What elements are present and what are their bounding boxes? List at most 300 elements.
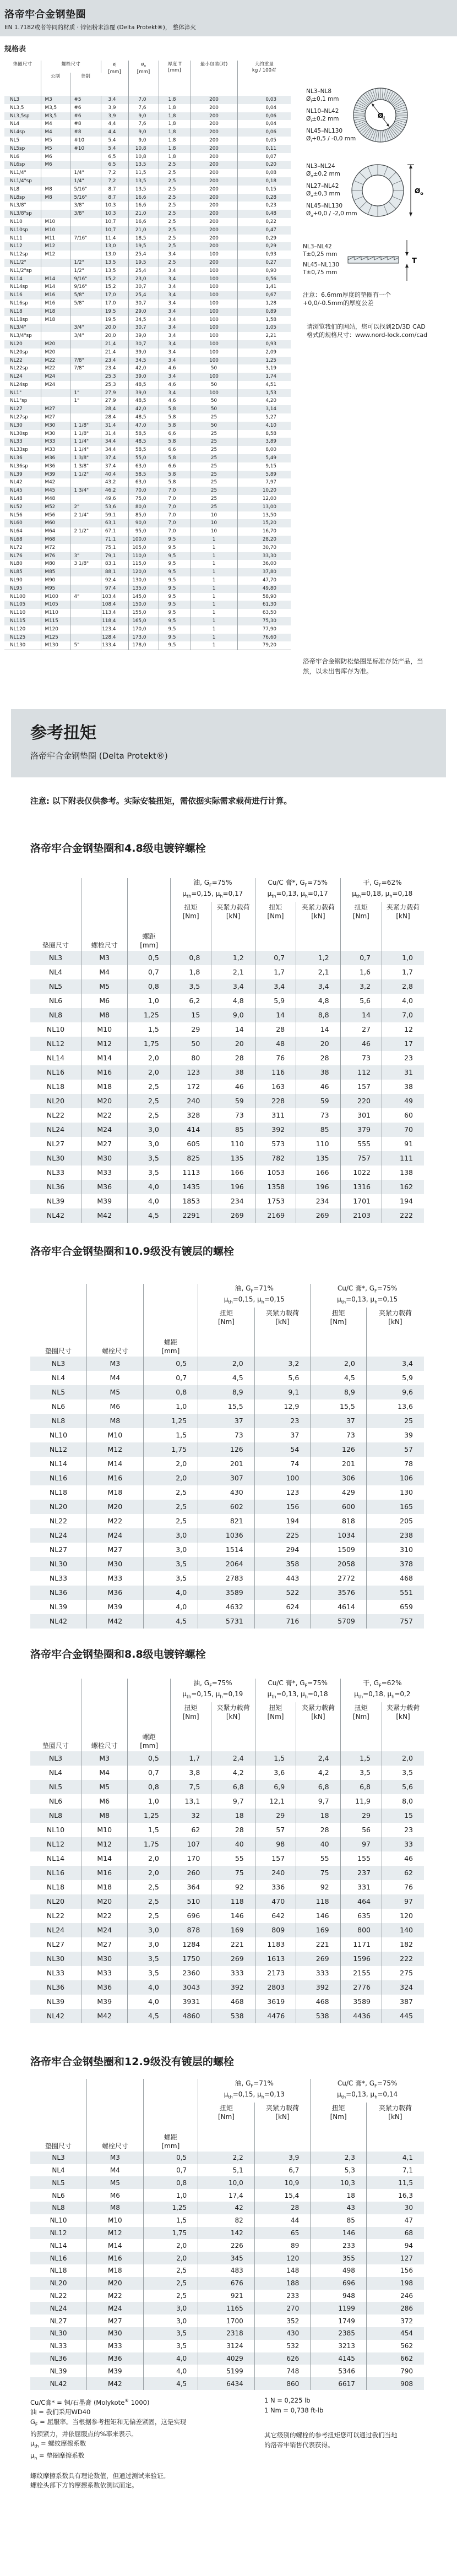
table-cell: 221	[211, 1937, 255, 1952]
table-cell: 34,4	[101, 438, 128, 446]
table-cell: 1	[191, 609, 237, 617]
table-cell: 1,75	[143, 2227, 198, 2240]
table-cell: 1165	[198, 2302, 255, 2314]
table-cell: 200	[191, 201, 237, 210]
table-cell: 2,5	[128, 1080, 170, 1094]
table-cell: 7,5	[170, 1780, 211, 1794]
table-cell: NL45	[4, 487, 41, 495]
table-cell: 162	[400, 1183, 413, 1191]
table-cell: 201	[311, 1457, 367, 1471]
table-cell: NL1"sp	[4, 397, 41, 405]
table-cell: M14	[41, 275, 70, 284]
table-row	[4, 201, 291, 210]
table-cell: 200	[191, 96, 237, 104]
col-header-torque: 扭矩 [Nm]	[311, 2103, 367, 2152]
table-row	[30, 1357, 424, 1371]
table-cell: 659	[400, 1603, 413, 1611]
col-header-american: 美制	[80, 74, 90, 79]
table-cell: 3,4	[211, 979, 255, 994]
table-cell: 12,1	[255, 1794, 296, 1809]
table-cell: 16,6	[128, 201, 159, 210]
table-cell: 34,5	[128, 316, 159, 324]
table-cell: NL27	[4, 405, 41, 413]
table-cell: NL33	[4, 438, 41, 446]
table-row	[4, 299, 291, 308]
table-cell: 696	[170, 1909, 211, 1923]
table-cell: 37,4	[101, 462, 128, 471]
table-cell: 30,70	[262, 544, 277, 551]
condition-header-dry: 干, $G_F=62\%$ $\mu_{th}=0,18$, $\mu_h=0,2$	[354, 1679, 411, 1700]
table-cell: 182	[400, 1940, 413, 1949]
table-cell: 85,0	[128, 511, 159, 520]
table-cell: 1 1/8"	[70, 422, 101, 430]
table-cell: 602	[198, 1500, 255, 1514]
table-cell: 13,1	[170, 1794, 211, 1809]
table-cell: 2,5	[159, 169, 191, 177]
table-cell: 13,5	[101, 267, 128, 275]
table-cell: 14	[340, 1008, 382, 1022]
table-cell: NL39	[30, 1194, 81, 1208]
table-cell: 782	[255, 1151, 296, 1166]
table-row	[30, 1952, 424, 1966]
table-cell: 2169	[255, 1208, 296, 1223]
table-cell: 29	[340, 1809, 382, 1823]
table-cell: 3,4	[159, 275, 191, 284]
table-cell: 63,50	[262, 610, 277, 616]
col-header-washer-size: 垫圈尺寸	[30, 1284, 87, 1357]
table-cell: 1700	[198, 2314, 255, 2327]
table-row	[30, 1780, 424, 1794]
table-cell: NL1"	[4, 389, 41, 397]
col-header-bolt-size: 螺栓尺寸	[81, 1679, 128, 1751]
table-cell: 0,5	[128, 951, 170, 965]
table-cell: 10,3	[311, 2176, 367, 2189]
table-cell: 3,0	[128, 1923, 170, 1937]
table-cell: M6	[81, 1794, 128, 1809]
table-row	[4, 397, 291, 405]
table-cell: 155,0	[128, 609, 159, 617]
table-cell: 445	[400, 2012, 413, 2021]
table-cell: NL14	[30, 1851, 81, 1866]
table-cell: NL24	[30, 1923, 81, 1937]
table-cell: 1316	[340, 1180, 382, 1194]
table-cell: 7,0	[159, 511, 191, 520]
table-cell: 23,0	[128, 275, 159, 284]
table-row	[4, 137, 291, 145]
table-cell: 4860	[170, 2009, 211, 2023]
table-cell: 4,2	[296, 1766, 340, 1780]
table-cell: 0,8	[128, 979, 170, 994]
table-cell: 5731	[198, 1614, 255, 1629]
table-cell: 757	[400, 1617, 413, 1626]
table-cell: 3,2	[340, 979, 382, 994]
table-cell: M20	[41, 340, 70, 348]
table-cell: 30,7	[128, 299, 159, 308]
table-cell: NL8	[30, 1008, 81, 1022]
table-cell: 1,8	[159, 128, 191, 137]
table-cell: 9,6	[402, 1388, 413, 1397]
table-cell: M4	[87, 2164, 144, 2177]
table-cell: NL14	[30, 1051, 81, 1065]
table-row	[30, 1500, 424, 1514]
table-cell: M100	[41, 593, 70, 601]
table-cell: NL6	[30, 994, 81, 1008]
table-cell: NL22	[30, 1108, 81, 1123]
table-cell: 39,0	[128, 373, 159, 381]
table-row	[4, 471, 291, 479]
table-cell: 7,0	[402, 1011, 413, 1020]
table-cell: 130,0	[128, 576, 159, 585]
table-cell: 30,7	[128, 340, 159, 348]
contact-note: 其它级别的螺栓的参考扭矩您可以通过我们当地 的洛帝牢销售代表获得。	[264, 2431, 398, 2449]
table-cell: NL16	[30, 1065, 81, 1080]
table-cell: 4,8	[296, 994, 340, 1008]
table-cell: 378	[400, 1560, 413, 1569]
table-cell: 1	[191, 560, 237, 568]
table-cell: 28,4	[101, 405, 128, 413]
table-cell: 79,20	[262, 642, 277, 649]
table-cell: M18	[87, 2264, 144, 2277]
table-cell: 100	[191, 389, 237, 397]
table-cell: NL11	[4, 235, 41, 243]
table-cell: 10	[191, 527, 237, 536]
table-cell: 269	[211, 1208, 255, 1223]
table-cell: NL20	[4, 340, 41, 348]
table-cell: 464	[340, 1894, 382, 1909]
condition-header-paste: Cu/C 膏*, $G_F=75\%$ $\mu_{th}=0,13$, $\mu_h=0,15$	[337, 1284, 398, 1305]
table-cell: 156	[400, 2267, 413, 2275]
table-cell: NL30	[30, 1557, 87, 1571]
table-cell: 948	[311, 2290, 367, 2302]
table-cell: 0,7	[128, 1766, 170, 1780]
table-row	[4, 438, 291, 446]
table-cell: 97	[404, 1897, 413, 1906]
table-cell: 100	[191, 324, 237, 332]
table-cell: NL115	[4, 617, 41, 625]
table-cell: NL90	[4, 576, 41, 585]
table-cell: 57	[404, 1445, 413, 1454]
table-cell: 1 3/8"	[70, 454, 101, 462]
table-cell: NL1/4"	[4, 169, 41, 177]
table-cell: 142	[198, 2227, 255, 2240]
table-cell: 61,30	[262, 602, 277, 608]
table-cell: NL95	[4, 585, 41, 593]
table-cell	[41, 201, 70, 210]
table-cell: 1,5	[128, 1823, 170, 1837]
col-header-torque: 扭矩 [Nm]	[255, 902, 296, 951]
table-cell: 2,0	[128, 1866, 170, 1880]
table-cell: 9,5	[159, 634, 191, 642]
table-cell: 2,5	[159, 218, 191, 226]
table-cell: 17,0	[101, 291, 128, 299]
table-cell: M12	[41, 250, 70, 259]
table-cell: 120,0	[128, 568, 159, 576]
table-cell: M5	[41, 137, 70, 145]
table-cell: 0,06	[265, 129, 277, 135]
table-cell: 0,8	[170, 951, 211, 965]
table-cell: 10	[191, 519, 237, 527]
table-cell: 5,6	[254, 1371, 311, 1385]
table-cell: 100	[191, 291, 237, 299]
table-cell: M4	[87, 1371, 144, 1385]
table-cell: M3	[87, 2152, 144, 2164]
table-cell: 53,6	[101, 503, 128, 511]
table-cell: 9,0	[128, 112, 159, 121]
table-cell: 25	[191, 478, 237, 487]
table-cell: 36,00	[262, 561, 277, 567]
condition-header-dry: 干, $G_F=62\%$ $\mu_{th}=0,18$, $\mu_h=0,18$	[352, 879, 413, 899]
table-cell: 311	[255, 1108, 296, 1123]
table-cell: 3,4	[159, 332, 191, 340]
table-cell: 8,8	[296, 1008, 340, 1022]
table-cell: 37	[254, 1428, 311, 1442]
table-cell: M16	[87, 2252, 144, 2264]
table-cell: 6,2	[170, 994, 211, 1008]
table-cell: NL22	[30, 1514, 87, 1528]
table-cell: 10,3	[101, 201, 128, 210]
table-cell: 115,0	[128, 560, 159, 568]
table-cell: 7/8"	[70, 357, 101, 365]
table-cell: 0,48	[265, 211, 277, 217]
table-row	[4, 609, 291, 617]
table-cell: 6,6	[159, 462, 191, 471]
table-cell: 111	[400, 1154, 413, 1163]
table-cell: 2,5	[159, 235, 191, 243]
col-header-torque: 扭矩 [Nm]	[311, 1308, 367, 1357]
table-cell: 200	[191, 186, 237, 194]
table-cell: 860	[254, 2377, 311, 2390]
table-cell: 92	[296, 1880, 340, 1894]
table-row	[4, 373, 291, 381]
table-row	[30, 1166, 424, 1180]
table-cell: NL22	[30, 2290, 87, 2302]
table-cell: NL130	[4, 641, 41, 650]
table-row	[30, 1151, 424, 1166]
table-cell: 7/8"	[70, 364, 101, 373]
table-cell: 1022	[340, 1166, 382, 1180]
table-cell: 1749	[311, 2314, 367, 2327]
table-cell: 0,05	[265, 137, 277, 143]
torque-table-12-9	[30, 2079, 424, 2390]
table-row	[30, 2290, 424, 2302]
table-cell: M22	[87, 1514, 144, 1528]
table-row	[30, 1600, 424, 1614]
table-cell: #10	[70, 137, 101, 145]
table-cell: M3,5	[41, 104, 70, 112]
table-cell: 6617	[311, 2377, 367, 2390]
table-cell: 4,5	[143, 2377, 198, 2390]
table-cell: 100	[191, 283, 237, 291]
table-cell: 3,5	[143, 2340, 198, 2352]
table-cell: 1 1/8"	[70, 430, 101, 438]
table-cell: 29,0	[128, 308, 159, 316]
table-cell	[70, 609, 101, 617]
table-cell: 100	[191, 348, 237, 357]
table-cell: 38	[404, 1082, 413, 1091]
table-cell: 1,8	[159, 112, 191, 121]
table-cell	[70, 544, 101, 552]
table-cell: M30	[41, 422, 70, 430]
table-cell: 269	[296, 1208, 340, 1223]
torque-table-4-8	[30, 878, 424, 1223]
table-cell: 7,6	[128, 120, 159, 128]
table-cell: 2,3	[311, 2152, 367, 2164]
table-cell: M36	[87, 1586, 144, 1600]
table-cell: 358	[254, 1557, 311, 1571]
table-cell: 5,6	[402, 1783, 413, 1791]
table-cell: 624	[254, 1600, 311, 1614]
table-cell: 146	[211, 1909, 255, 1923]
table-cell: NL36	[30, 1586, 87, 1600]
table-cell: 3,5	[128, 1952, 170, 1966]
table-cell: 47,0	[128, 422, 159, 430]
table-cell: M8	[87, 1414, 144, 1428]
table-cell: 13,5	[128, 186, 159, 194]
torque-table3-body	[30, 1751, 424, 2023]
table-cell: 4,0	[128, 1180, 170, 1194]
table-cell: 2,4	[211, 1751, 255, 1766]
table-cell: M12	[81, 1837, 128, 1851]
table-cell: 2,5	[159, 226, 191, 235]
table-cell: 1,5	[128, 1022, 170, 1037]
table-cell: NL22sp	[4, 364, 41, 373]
table-cell: 100	[191, 373, 237, 381]
table-cell: M12	[41, 242, 70, 250]
table-cell: M33	[41, 438, 70, 446]
table-row	[4, 446, 291, 454]
table-cell: 306	[311, 1471, 367, 1485]
table-row	[4, 316, 291, 324]
table-cell: #8	[70, 120, 101, 128]
table-row	[30, 2152, 424, 2164]
table-cell: 28	[211, 1823, 255, 1837]
table-cell: 200	[191, 112, 237, 121]
table-row	[4, 576, 291, 585]
table-cell: 200	[191, 242, 237, 250]
table-row	[4, 413, 291, 422]
table-cell	[70, 308, 101, 316]
table-cell: 1,25	[265, 357, 277, 363]
table-cell: 4,4	[101, 128, 128, 137]
table-cell: 3"	[70, 552, 101, 560]
torque-table4-title: 洛帝牢合金钢垫圈和12.9级没有镀层的螺栓	[30, 2056, 234, 2068]
table-cell: 0,04	[265, 105, 277, 111]
table-cell: 194	[254, 1514, 311, 1528]
table-cell: 20,0	[101, 324, 128, 332]
table-cell: M22	[41, 357, 70, 365]
table-cell: 103,4	[101, 593, 128, 601]
table-cell: NL20sp	[4, 348, 41, 357]
table-cell: 7,6	[128, 104, 159, 112]
table-cell: 430	[198, 1485, 255, 1500]
table-cell: M6	[41, 161, 70, 169]
table-cell: 6,5	[101, 153, 128, 161]
table-cell: 13,5	[128, 177, 159, 186]
table-cell: 2,5	[128, 1094, 170, 1108]
table-cell: 8,9	[311, 1385, 367, 1399]
table-row	[30, 1194, 424, 1208]
table-cell: M12	[87, 1442, 144, 1457]
table-cell: 9,5	[159, 593, 191, 601]
table-cell: 58,5	[128, 446, 159, 454]
table-cell: 3931	[170, 1995, 211, 2009]
table-cell: NL8	[30, 1414, 87, 1428]
col-header-clamp-load: 夹紧力载荷 [kN]	[254, 1308, 311, 1357]
table-cell: M8	[41, 194, 70, 202]
table-cell: NL85	[4, 568, 41, 576]
table-cell: M14	[81, 1851, 128, 1866]
table-row	[30, 979, 424, 994]
table-cell: NL16	[30, 1866, 81, 1880]
table-row	[30, 1385, 424, 1399]
table-cell: NL33	[30, 1966, 81, 1980]
table-cell: 1,2	[211, 951, 255, 965]
table-cell: 3,2	[254, 1357, 311, 1371]
table-cell: 9,5	[159, 568, 191, 576]
table-row	[30, 1966, 424, 1980]
table-cell: 1,25	[143, 2202, 198, 2214]
table-cell	[41, 169, 70, 177]
table-cell: 79,1	[101, 552, 128, 560]
table-cell: 4614	[311, 1600, 367, 1614]
table-cell: NL3,5sp	[4, 112, 41, 121]
table-cell: NL24	[30, 1528, 87, 1543]
table-row	[30, 2377, 424, 2390]
table-row	[30, 1614, 424, 1629]
table-row	[4, 308, 291, 316]
table-row	[4, 250, 291, 259]
table-cell: 73	[296, 1108, 340, 1123]
text-line: $G_F$ = 屈服率。当根据参考扭矩和无偏差紧固，这是实现 的预紧力，并依屈服点的%率来表示。	[30, 2417, 187, 2438]
table-row	[30, 1414, 424, 1428]
table-cell	[41, 267, 70, 275]
table-cell: M33	[87, 2340, 144, 2352]
table-cell	[70, 250, 101, 259]
table-cell: NL6	[30, 1794, 81, 1809]
table-cell: 6,8	[211, 1780, 255, 1794]
table-cell: M24	[87, 2302, 144, 2314]
table-cell: 379	[340, 1123, 382, 1137]
table-cell: M16	[81, 1866, 128, 1880]
table-cell: 9,5	[159, 641, 191, 650]
table-cell: 47	[404, 2216, 413, 2225]
table-cell: M56	[41, 511, 70, 520]
table-cell: NL1/4"sp	[4, 177, 41, 186]
table-cell: M30	[81, 1151, 128, 1166]
table-cell: M39	[81, 1194, 128, 1208]
table-cell: NL8	[4, 186, 41, 194]
table-cell: 5709	[311, 1614, 367, 1629]
table-row	[4, 161, 291, 169]
table-cell: 1,05	[265, 325, 277, 331]
table-cell: M80	[41, 560, 70, 568]
table-cell: NL42	[30, 1614, 87, 1629]
table-row	[30, 1457, 424, 1471]
table-cell: 15,5	[311, 1399, 367, 1414]
table-cell: 50	[191, 405, 237, 413]
table-cell: 878	[170, 1923, 211, 1937]
table-cell: 1,7	[255, 965, 296, 979]
table-cell: 49,80	[262, 585, 277, 591]
table-cell: M16	[81, 1065, 128, 1080]
table-cell: 88,1	[101, 568, 128, 576]
table-cell: 0,89	[265, 308, 277, 314]
table-cell: NL16	[30, 1471, 87, 1485]
table-cell: 157	[340, 1080, 382, 1094]
table-cell: M76	[41, 552, 70, 560]
table-cell: 135	[211, 1151, 255, 1166]
table-cell: M36	[81, 1980, 128, 1995]
